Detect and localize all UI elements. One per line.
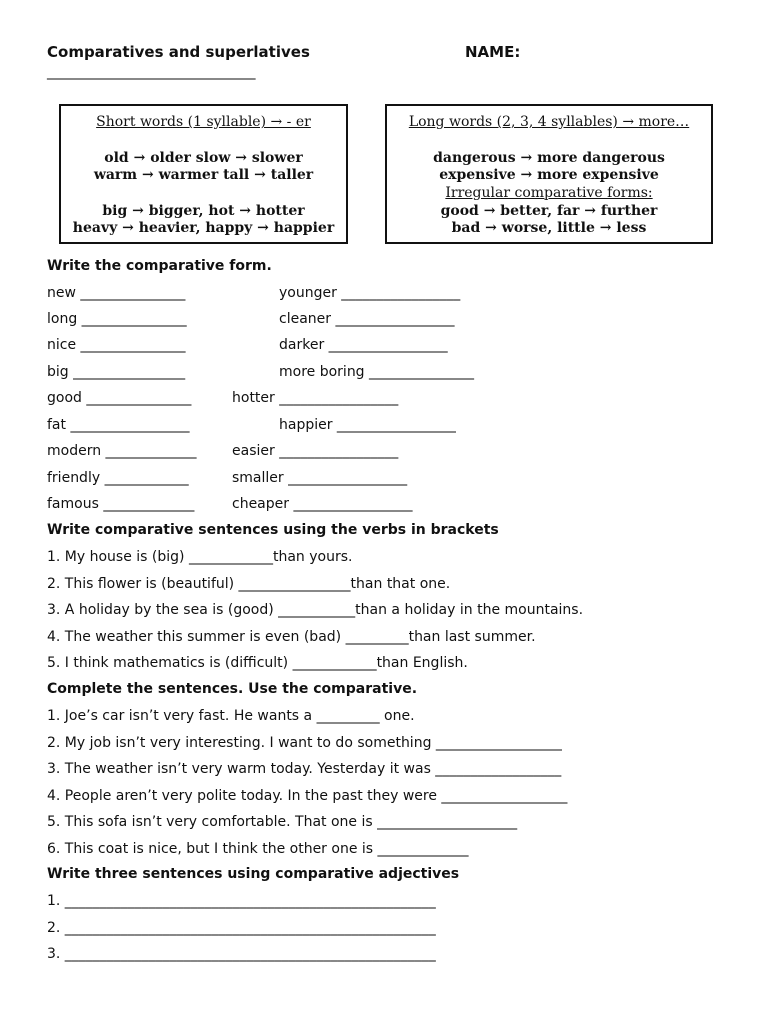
list-item[interactable]: more boring _______________ bbox=[279, 364, 475, 380]
name-label: NAME: bbox=[465, 43, 521, 61]
list-item[interactable]: 1. _____________________________________________________ bbox=[47, 893, 436, 909]
page-title: Comparatives and superlatives bbox=[47, 43, 310, 61]
name-line[interactable]: ________________________________ bbox=[47, 64, 255, 80]
list-item[interactable]: hotter _________________ bbox=[232, 390, 399, 406]
list-item[interactable]: famous _____________ bbox=[47, 496, 195, 512]
list-item[interactable]: 3. _____________________________________________________ bbox=[47, 946, 436, 962]
list-item[interactable]: 2. _____________________________________________________ bbox=[47, 920, 436, 936]
list-item[interactable]: big ________________ bbox=[47, 364, 186, 380]
irregular-title: Irregular comparative forms: bbox=[445, 185, 653, 201]
section-heading-comparative-sentences: Write comparative sentences using the verbs in brackets bbox=[47, 522, 499, 538]
list-item[interactable]: long _______________ bbox=[47, 311, 187, 327]
short-words-row-2: warm → warmer tall → taller bbox=[93, 167, 314, 183]
list-item[interactable]: modern _____________ bbox=[47, 443, 197, 459]
list-item[interactable]: good _______________ bbox=[47, 390, 192, 406]
section-heading-write-sentences: Write three sentences using comparative adjectives bbox=[47, 866, 460, 882]
short-words-row-1: old → older slow → slower bbox=[104, 150, 303, 166]
short-words-title: Short words (1 syllable) → - er bbox=[96, 114, 311, 130]
section-heading-comparative-form: Write the comparative form. bbox=[47, 258, 272, 274]
long-words-title: Long words (2, 3, 4 syllables) → more… bbox=[408, 114, 690, 130]
list-item[interactable]: 1. My house is (big) ____________than yours. bbox=[47, 549, 353, 565]
list-item[interactable]: 4. People aren’t very polite today. In the past they were __________________ bbox=[47, 788, 568, 804]
list-item[interactable]: younger _________________ bbox=[279, 285, 461, 301]
list-item[interactable]: new _______________ bbox=[47, 285, 186, 301]
list-item[interactable]: 4. The weather this summer is even (bad) _________than last summer. bbox=[47, 629, 536, 645]
short-words-row-3: big → bigger, hot → hotter bbox=[102, 203, 305, 219]
list-item[interactable]: darker _________________ bbox=[279, 337, 448, 353]
list-item[interactable]: 1. Joe’s car isn’t very fast. He wants a _________ one. bbox=[47, 708, 415, 724]
list-item[interactable]: 2. My job isn’t very interesting. I want to do something __________________ bbox=[47, 735, 562, 751]
list-item[interactable]: nice _______________ bbox=[47, 337, 186, 353]
short-words-row-4: heavy → heavier, happy → happier bbox=[72, 220, 335, 236]
long-words-row-1: dangerous → more dangerous bbox=[433, 150, 665, 166]
list-item[interactable]: 5. I think mathematics is (difficult) ____________than English. bbox=[47, 655, 468, 671]
list-item[interactable]: cheaper _________________ bbox=[232, 496, 413, 512]
section-heading-complete-sentences: Complete the sentences. Use the comparative. bbox=[47, 681, 418, 697]
long-words-row-4: bad → worse, little → less bbox=[451, 220, 647, 236]
list-item[interactable]: 2. This flower is (beautiful) ________________than that one. bbox=[47, 576, 451, 592]
list-item[interactable]: happier _________________ bbox=[279, 417, 456, 433]
list-item[interactable]: fat _________________ bbox=[47, 417, 190, 433]
long-words-box bbox=[385, 104, 713, 244]
list-item[interactable]: friendly ____________ bbox=[47, 470, 189, 486]
short-words-box bbox=[59, 104, 348, 244]
list-item[interactable]: 3. The weather isn’t very warm today. Yesterday it was __________________ bbox=[47, 761, 562, 777]
list-item[interactable]: smaller _________________ bbox=[232, 470, 408, 486]
list-item[interactable]: 6. This coat is nice, but I think the other one is _____________ bbox=[47, 841, 469, 857]
long-words-row-2: expensive → more expensive bbox=[439, 167, 659, 183]
list-item[interactable]: 3. A holiday by the sea is (good) ___________than a holiday in the mountains. bbox=[47, 602, 584, 618]
list-item[interactable]: easier _________________ bbox=[232, 443, 399, 459]
list-item[interactable]: 5. This sofa isn’t very comfortable. That one is ____________________ bbox=[47, 814, 518, 830]
long-words-row-3: good → better, far → further bbox=[440, 203, 658, 219]
list-item[interactable]: cleaner _________________ bbox=[279, 311, 455, 327]
